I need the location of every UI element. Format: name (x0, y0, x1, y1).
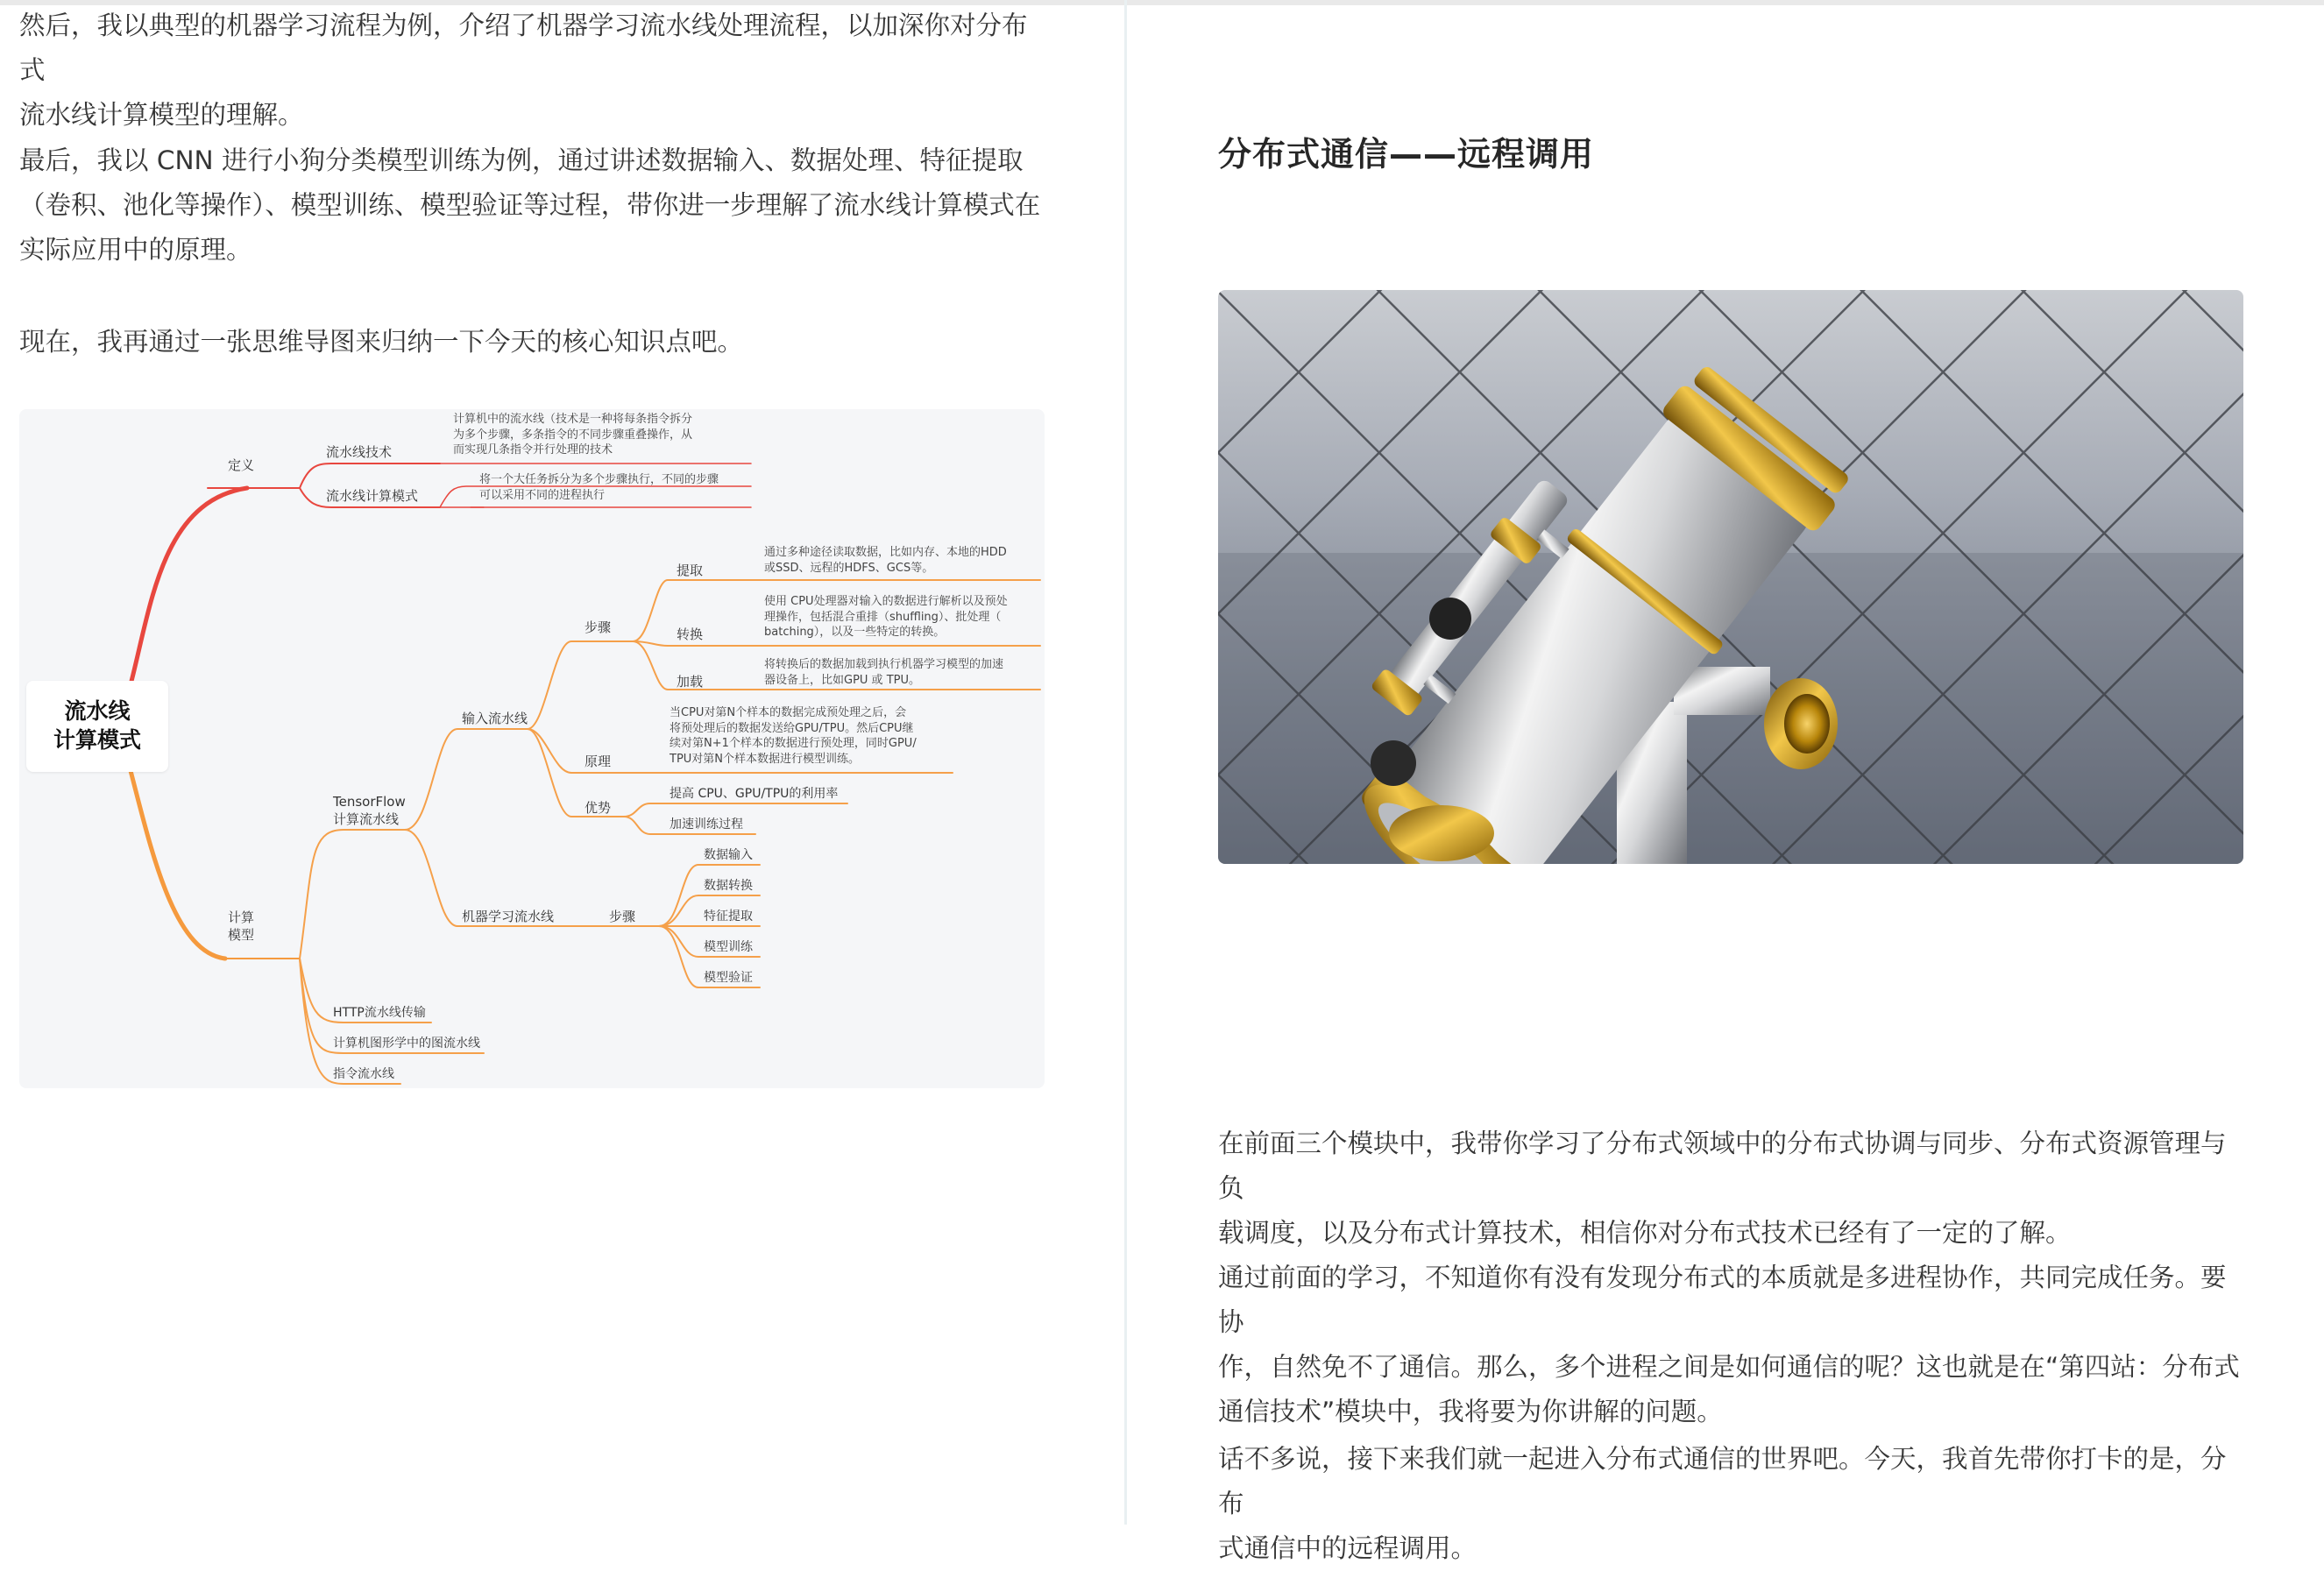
node-ml-step-2: 数据转换 (704, 879, 753, 893)
telescope-photo (1218, 290, 2243, 864)
note-pipeline-mode: 将一个大任务拆分为多个步骤执行，不同的步骤 可以采用不同的进程执行 (479, 473, 719, 502)
node-adv-speedup: 加速训练过程 (670, 817, 743, 831)
node-graphics-pipeline: 计算机图形学中的图流水线 (333, 1037, 480, 1051)
note-pipeline-tech: 计算机中的流水线（技术是一种将每条指令拆分 为多个步骤，多条指令的不同步骤重叠操作，从 而实现几条指令并行处理的技术 (453, 413, 693, 456)
node-load: 加载 (677, 674, 704, 690)
summary-paragraph-2: 最后，我以 CNN 进行小狗分类模型训练为例，通过讲述数据输入、数据处理、特征提取 （卷积、池化等操作）、模型训练、模型验证等过程，带你进一步理解了流水线计算模式在 实际应用中的原理。 (19, 145, 1041, 265)
node-ml-steps: 步骤 (609, 909, 636, 924)
node-advantage: 优势 (585, 800, 612, 816)
node-ml-step-5: 模型验证 (704, 971, 753, 985)
node-steps: 步骤 (585, 619, 612, 635)
node-calc-model: 计算 模型 (228, 909, 255, 943)
note-principle: 当CPU对第N个样本的数据完成预处理之后，会 将预处理后的数据发送给GPU/TPU。然后CPU继 续对第N+1个样本的数据进行预处理，同时GPU/ TPU对第N个样本数据进行模型训练。 (670, 706, 917, 766)
node-http-pipeline: HTTP流水线传输 (333, 1006, 426, 1020)
node-principle: 原理 (585, 754, 612, 769)
node-transform: 转换 (677, 626, 704, 642)
section-title: 分布式通信——远程调用 (1218, 135, 1595, 173)
intro-paragraph-1: 在前面三个模块中，我带你学习了分布式领域中的分布式协调与同步、分布式资源管理与负 载调度，以及分布式计算技术，相信你对分布式技术已经有了一定的了解。 (1218, 1129, 2227, 1248)
node-pipeline-mode: 流水线计算模式 (326, 488, 419, 504)
node-extract: 提取 (677, 563, 704, 578)
column-divider (1124, 0, 1127, 1525)
node-ml-step-1: 数据输入 (704, 848, 753, 862)
note-transform: 使用 CPU处理器对输入的数据进行解析以及预处 理操作，包括混合重排（shuffling）、批处理（ batching），以及一些特定的转换。 (764, 595, 1008, 639)
summary-paragraph-1: 然后，我以典型的机器学习流程为例，介绍了机器学习流水线处理流程，以加深你对分布式 流水线计算模型的理解。 (19, 11, 1028, 130)
node-pipeline-tech: 流水线技术 (326, 444, 393, 460)
mind-map-root: 流水线 计算模式 (26, 681, 168, 772)
node-definition: 定义 (228, 457, 255, 473)
node-adv-utilization: 提高 CPU、GPU/TPU的利用率 (670, 787, 839, 801)
node-input-pipeline: 输入流水线 (462, 711, 528, 726)
node-instruction-pipeline: 指令流水线 (333, 1067, 394, 1081)
note-load: 将转换后的数据加载到执行机器学习模型的加速 器设备上，比如GPU 或 TPU。 (764, 658, 1004, 687)
mind-map (19, 409, 1045, 1088)
summary-paragraph-3: 现在，我再通过一张思维导图来归纳一下今天的核心知识点吧。 (19, 327, 744, 357)
intro-paragraph-2: 通过前面的学习，不知道你有没有发现分布式的本质就是多进程协作，共同完成任务。要协 作，自然免不了通信。那么，多个进程之间是如何通信的呢？这也就是在“第四站：分布式 通信技术”模块中，我将要为你讲解的问题。 (1218, 1263, 2240, 1426)
note-extract: 通过多种途径读取数据，比如内存、本地的HDD 或SSD、远程的HDFS、GCS等。 (764, 546, 1007, 575)
node-ml-step-3: 特征提取 (704, 909, 753, 923)
node-ml-step-4: 模型训练 (704, 940, 753, 954)
node-ml-pipeline: 机器学习流水线 (462, 909, 555, 924)
intro-paragraph-3: 话不多说，接下来我们就一起进入分布式通信的世界吧。今天，我首先带你打卡的是，分布 式通信中的远程调用。 (1218, 1444, 2227, 1563)
node-tensorflow-pipeline: TensorFlow 计算流水线 (333, 794, 406, 827)
